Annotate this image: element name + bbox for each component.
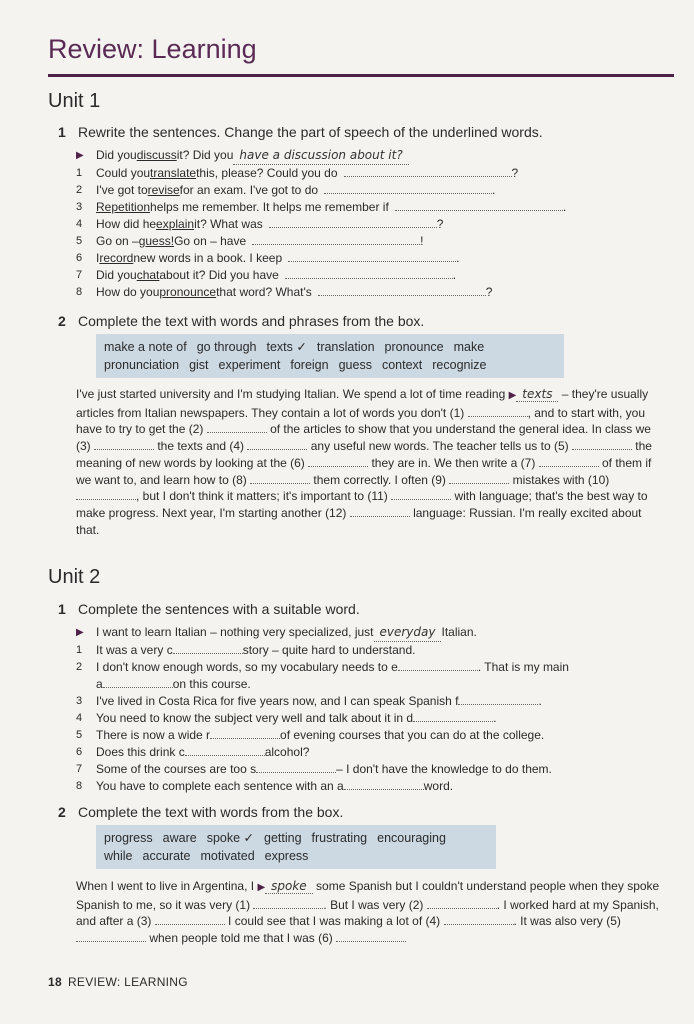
answer-blank[interactable] [288, 250, 456, 262]
answer-blank[interactable] [458, 693, 538, 705]
answer-blank[interactable] [252, 233, 420, 245]
u1-word-box [96, 334, 564, 378]
answer-blank[interactable] [398, 659, 478, 671]
answer-blank[interactable] [103, 676, 173, 688]
u2-ex1-item: a on this course. [96, 677, 251, 691]
u2-ex2-heading [58, 804, 343, 820]
answer-blank[interactable] [94, 438, 154, 450]
answer-blank[interactable] [269, 216, 437, 228]
page-number: 18 [48, 975, 62, 989]
word-box-row: progress aware spoke ✓ getting frustrating encouraging [104, 831, 446, 845]
answer-blank[interactable] [350, 505, 410, 517]
arrow-icon: ▶ [76, 627, 84, 638]
answer-blank[interactable] [468, 405, 528, 417]
u1-ex1-item: 3 Repetition helps me remember. It helps me remember if . [76, 200, 567, 214]
u2-ex1-item: 5 There is now a wide r of evening courses that you can do at the college. [76, 728, 545, 742]
answer-blank[interactable] [173, 642, 243, 654]
answer-blank[interactable] [318, 284, 486, 296]
footer-label: REVIEW: LEARNING [67, 975, 188, 989]
u2-ex1-example-answer: everyday [374, 624, 442, 642]
answer-blank[interactable] [427, 897, 497, 909]
u2-ex1-item: 6 Does this drink c alcohol? [76, 745, 310, 759]
u2-word-box [96, 825, 496, 869]
answer-blank[interactable] [344, 778, 424, 790]
word-box-row: make a note of go through texts ✓ translation pronounce make [104, 340, 485, 354]
answer-blank[interactable] [395, 199, 563, 211]
u2-ex1-item: 8 You have to complete each sentence with an a word. [76, 779, 454, 793]
unit1-heading: Unit 1 [48, 90, 101, 112]
u1-ex2-example-answer: texts [516, 387, 558, 402]
answer-blank[interactable] [256, 761, 336, 773]
u1-ex1-example-answer: have a discussion about it? [233, 147, 408, 165]
answer-blank[interactable] [207, 421, 267, 433]
u2-ex2-number: 2 [58, 804, 66, 820]
u2-ex1-example: ▶ I want to learn Italian – nothing very specialized, just everyday Italian. [76, 624, 569, 642]
title-rule [48, 74, 674, 77]
u1-ex1-item: 4 How did he explain it? What was ? [76, 217, 444, 231]
answer-blank[interactable] [285, 267, 453, 279]
answer-blank[interactable] [247, 438, 307, 450]
u2-ex1-instruction: Complete the sentences with a suitable word. [78, 601, 360, 617]
u1-ex1-item: 7 Did you chat about it? Did you have . [76, 268, 457, 282]
u2-ex2-instruction: Complete the text with words from the box. [78, 804, 344, 820]
word-box-row: pronunciation gist experiment foreign guess context recognize [104, 358, 487, 372]
u1-ex1-item: 2 I've got to revise for an exam. I've got to do . [76, 183, 496, 197]
u1-ex1-instruction: Rewrite the sentences. Change the part of speech of the underlined words. [78, 124, 543, 140]
answer-blank[interactable] [253, 897, 323, 909]
u1-ex1-item: 5 Go on – guess! Go on – have ! [76, 234, 424, 248]
answer-blank[interactable] [539, 455, 599, 467]
answer-blank[interactable] [413, 710, 493, 722]
u2-ex1-heading [58, 601, 360, 617]
answer-blank[interactable] [250, 472, 310, 484]
page-title: Review: Learning [48, 34, 257, 64]
answer-blank[interactable] [336, 930, 406, 942]
u2-ex1-item: 2 I don't know enough words, so my vocabulary needs to e . That is my main [76, 660, 569, 674]
answer-blank[interactable] [444, 913, 514, 925]
answer-blank[interactable] [210, 727, 280, 739]
arrow-icon: ▶ [76, 150, 84, 161]
u2-ex2-example-answer: spoke [265, 879, 313, 894]
u2-ex1-item: 1 It was a very c story – quite hard to understand. [76, 643, 416, 657]
answer-blank[interactable] [324, 182, 492, 194]
u2-ex1-number: 1 [58, 601, 66, 617]
u2-ex1-item: 4 You need to know the subject very well and talk about it in d . [76, 711, 497, 725]
u2-ex1-list [76, 624, 569, 795]
answer-blank[interactable] [344, 165, 512, 177]
word-box-row: while accurate motivated express [104, 849, 309, 863]
u2-ex1-item: 7 Some of the courses are too s – I don't have the knowledge to do them. [76, 762, 552, 776]
u2-ex1-item: 3 I've lived in Costa Rica for five years now, and I can speak Spanish f . [76, 694, 542, 708]
answer-blank[interactable] [76, 930, 146, 942]
u1-ex2-instruction: Complete the text with words and phrases from the box. [78, 313, 425, 329]
page-footer [48, 975, 188, 989]
answer-blank[interactable] [155, 913, 225, 925]
arrow-icon: ▶ [257, 882, 266, 893]
arrow-icon: ▶ [508, 390, 517, 401]
answer-blank[interactable] [449, 472, 509, 484]
u1-ex1-item: 1 Could you translate this, please? Could you do ? [76, 166, 519, 180]
answer-blank[interactable] [391, 488, 451, 500]
u2-ex2-text: When I went to live in Argentina, I ▶spoke some Spanish but I couldn't understand people when they spoke Spanish to me, so it was very (1) . But I was very (2) . I worked hard at my Spanish, and after a (3) I could see that I was making a lot of (4) . It was also very (5) when people told me that I was (6) [76, 879, 660, 946]
u1-ex2-number: 2 [58, 313, 66, 329]
unit2-heading: Unit 2 [48, 566, 101, 588]
u1-ex1-item: 6 I record new words in a book. I keep . [76, 251, 460, 265]
u1-ex1-number: 1 [58, 124, 66, 140]
u1-ex1-heading [58, 124, 543, 140]
answer-blank[interactable] [76, 488, 136, 500]
u1-ex1-list [76, 147, 566, 301]
u1-ex2-text: I've just started university and I'm studying Italian. We spend a lot of time reading ▶texts – they're usually articles from Italian newspapers. They contain a lot of words you don't (1) , and to start with, you have to try to get the (2) of the articles to show that you understand the general idea. In class we (3) the texts and (4) any useful new words. The teacher tells us to (5) the meaning of new words by looking at the (6) they are in. We then write a (7) of them if we want to, and learn how to (8) them correctly. I often (9) mistakes with (10) , but I don't think it matters; it's important to (11) with language; that's the best way to make progress. Next year, I'm starting another (12) language: Russian. I'm really excited about that. [76, 387, 652, 537]
u1-ex2-heading [58, 313, 424, 329]
u1-ex1-example: ▶ Did you discuss it? Did you have a discussion about it? [76, 147, 566, 165]
answer-blank[interactable] [572, 438, 632, 450]
answer-blank[interactable] [308, 455, 368, 467]
u1-ex1-item: 8 How do you pronounce that word? What's ? [76, 285, 493, 299]
answer-blank[interactable] [185, 744, 265, 756]
